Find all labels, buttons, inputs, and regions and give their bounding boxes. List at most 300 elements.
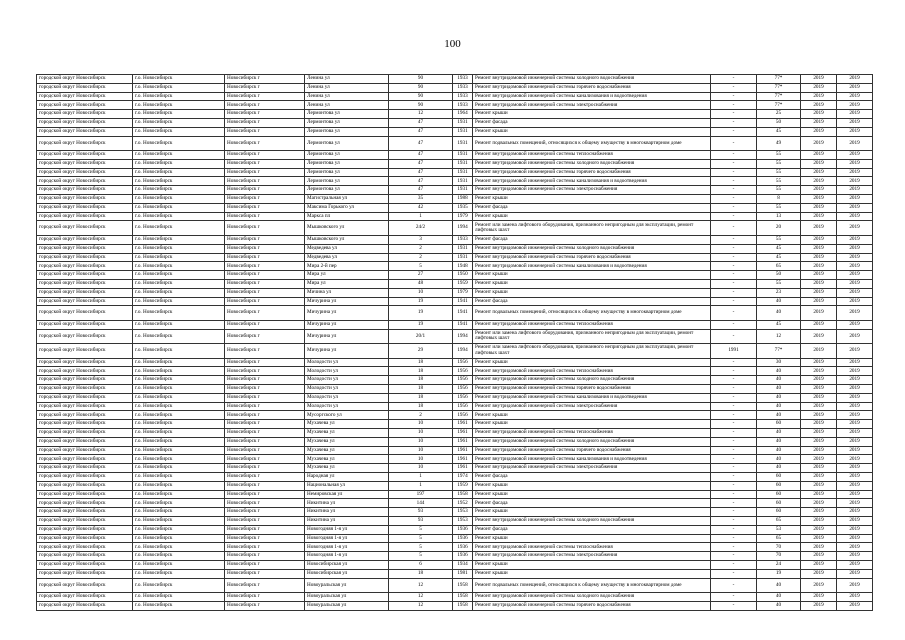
settlement-cell: г.о. Новосибирск bbox=[133, 543, 225, 552]
table-row bbox=[37, 420, 873, 429]
table-row bbox=[37, 168, 873, 177]
house-number-cell: 19 bbox=[389, 297, 453, 306]
wear-cell: 60 bbox=[757, 508, 801, 517]
last-repair-cell: - bbox=[711, 168, 757, 177]
city-cell: Новосибирск г bbox=[225, 516, 305, 525]
municipality-cell: городской округ Новосибирск bbox=[37, 411, 133, 420]
build-year-cell: 1961 bbox=[453, 429, 473, 438]
work-type-cell: Ремонт крыши bbox=[473, 195, 711, 204]
table-row bbox=[37, 499, 873, 508]
municipality-cell: городской округ Новосибирск bbox=[37, 177, 133, 186]
plan-year-end-cell: 2019 bbox=[837, 118, 873, 127]
house-number-cell: 93 bbox=[389, 508, 453, 517]
settlement-cell: г.о. Новосибирск bbox=[133, 344, 225, 359]
settlement-cell: г.о. Новосибирск bbox=[133, 118, 225, 127]
street-cell: Маркса пл bbox=[305, 212, 389, 221]
settlement-cell: г.о. Новосибирск bbox=[133, 402, 225, 411]
table-row bbox=[37, 376, 873, 385]
build-year-cell: 1931 bbox=[453, 244, 473, 253]
street-cell: Народная ул bbox=[305, 472, 389, 481]
house-number-cell: 24/2 bbox=[389, 221, 453, 236]
last-repair-cell: - bbox=[711, 110, 757, 119]
plan-year-start-cell: 2019 bbox=[801, 376, 837, 385]
settlement-cell: г.о. Новосибирск bbox=[133, 83, 225, 92]
work-type-cell: Ремонт крыши bbox=[473, 411, 711, 420]
table-row bbox=[37, 329, 873, 344]
plan-year-start-cell: 2019 bbox=[801, 508, 837, 517]
plan-year-start-cell: 2019 bbox=[801, 552, 837, 561]
plan-year-end-cell: 2019 bbox=[837, 601, 873, 610]
work-type-cell: Ремонт внутридомовой инженерной системы канализования и водоотведения bbox=[473, 455, 711, 464]
build-year-cell: 1979 bbox=[453, 288, 473, 297]
work-type-cell: Ремонт фасада bbox=[473, 203, 711, 212]
build-year-cell: 1994 bbox=[453, 329, 473, 344]
build-year-cell: 1941 bbox=[453, 297, 473, 306]
street-cell: Лермонтова ул bbox=[305, 118, 389, 127]
street-cell: Мухачева ул bbox=[305, 420, 389, 429]
table-row bbox=[37, 385, 873, 394]
work-type-cell: Ремонт крыши bbox=[473, 127, 711, 136]
table-row bbox=[37, 306, 873, 321]
build-year-cell: 1958 bbox=[453, 578, 473, 593]
work-type-cell: Ремонт крыши bbox=[473, 508, 711, 517]
settlement-cell: г.о. Новосибирск bbox=[133, 110, 225, 119]
last-repair-cell: - bbox=[711, 593, 757, 602]
settlement-cell: г.о. Новосибирск bbox=[133, 481, 225, 490]
plan-year-start-cell: 2019 bbox=[801, 83, 837, 92]
settlement-cell: г.о. Новосибирск bbox=[133, 569, 225, 578]
municipality-cell: городской округ Новосибирск bbox=[37, 136, 133, 151]
plan-year-start-cell: 2019 bbox=[801, 136, 837, 151]
house-number-cell: 47 bbox=[389, 177, 453, 186]
plan-year-end-cell: 2019 bbox=[837, 358, 873, 367]
build-year-cell: 1961 bbox=[453, 437, 473, 446]
plan-year-start-cell: 2019 bbox=[801, 159, 837, 168]
municipality-cell: городской округ Новосибирск bbox=[37, 83, 133, 92]
build-year-cell: 1941 bbox=[453, 306, 473, 321]
settlement-cell: г.о. Новосибирск bbox=[133, 329, 225, 344]
settlement-cell: г.о. Новосибирск bbox=[133, 411, 225, 420]
work-type-cell: Ремонт фасада bbox=[473, 118, 711, 127]
wear-cell: 60 bbox=[757, 420, 801, 429]
table-row bbox=[37, 203, 873, 212]
street-cell: Медведева ул bbox=[305, 244, 389, 253]
city-cell: Новосибирск г bbox=[225, 402, 305, 411]
build-year-cell: 1931 bbox=[453, 186, 473, 195]
table-row bbox=[37, 110, 873, 119]
last-repair-cell: - bbox=[711, 101, 757, 110]
work-type-cell: Ремонт крыши bbox=[473, 534, 711, 543]
build-year-cell: 1931 bbox=[453, 151, 473, 160]
last-repair-cell: - bbox=[711, 358, 757, 367]
municipality-cell: городской округ Новосибирск bbox=[37, 472, 133, 481]
municipality-cell: городской округ Новосибирск bbox=[37, 543, 133, 552]
last-repair-cell: - bbox=[711, 560, 757, 569]
house-number-cell: 10 bbox=[389, 437, 453, 446]
plan-year-end-cell: 2019 bbox=[837, 297, 873, 306]
work-type-cell: Ремонт внутридомовой инженерной системы горячего водоснабжения bbox=[473, 446, 711, 455]
wear-cell: 55 bbox=[757, 186, 801, 195]
work-type-cell: Ремонт внутридомовой инженерной системы горячего водоснабжения bbox=[473, 168, 711, 177]
street-cell: Мичурина ул bbox=[305, 320, 389, 329]
plan-year-start-cell: 2019 bbox=[801, 177, 837, 186]
settlement-cell: г.о. Новосибирск bbox=[133, 367, 225, 376]
house-number-cell: 2 bbox=[389, 244, 453, 253]
municipality-cell: городской округ Новосибирск bbox=[37, 455, 133, 464]
plan-year-start-cell: 2019 bbox=[801, 367, 837, 376]
plan-year-end-cell: 2019 bbox=[837, 75, 873, 84]
work-type-cell: Ремонт внутридомовой инженерной системы холодного водоснабжения bbox=[473, 75, 711, 84]
table-row bbox=[37, 118, 873, 127]
work-type-cell: Ремонт крыши bbox=[473, 279, 711, 288]
last-repair-cell: - bbox=[711, 203, 757, 212]
plan-year-start-cell: 2019 bbox=[801, 203, 837, 212]
work-type-cell: Ремонт подвальных помещений, относящихся к общему имуществу в многоквартирном доме bbox=[473, 306, 711, 321]
build-year-cell: 1956 bbox=[453, 385, 473, 394]
plan-year-end-cell: 2019 bbox=[837, 543, 873, 552]
city-cell: Новосибирск г bbox=[225, 253, 305, 262]
house-number-cell: 47 bbox=[389, 136, 453, 151]
house-number-cell: 47 bbox=[389, 127, 453, 136]
settlement-cell: г.о. Новосибирск bbox=[133, 508, 225, 517]
last-repair-cell: - bbox=[711, 420, 757, 429]
last-repair-cell: - bbox=[711, 288, 757, 297]
build-year-cell: 1933 bbox=[453, 92, 473, 101]
street-cell: Мичурина ул bbox=[305, 344, 389, 359]
city-cell: Новосибирск г bbox=[225, 560, 305, 569]
plan-year-end-cell: 2019 bbox=[837, 306, 873, 321]
work-type-cell: Ремонт внутридомовой инженерной системы канализования и водоотведения bbox=[473, 177, 711, 186]
city-cell: Новосибирск г bbox=[225, 525, 305, 534]
build-year-cell: 1959 bbox=[453, 481, 473, 490]
plan-year-start-cell: 2019 bbox=[801, 472, 837, 481]
house-number-cell: 144 bbox=[389, 499, 453, 508]
street-cell: Новогодняя 1-я ул bbox=[305, 534, 389, 543]
last-repair-cell: - bbox=[711, 271, 757, 280]
street-cell: Ленина ул bbox=[305, 92, 389, 101]
last-repair-cell: - bbox=[711, 552, 757, 561]
plan-year-end-cell: 2019 bbox=[837, 288, 873, 297]
city-cell: Новосибирск г bbox=[225, 101, 305, 110]
street-cell: Мичурина ул bbox=[305, 297, 389, 306]
last-repair-cell: - bbox=[711, 151, 757, 160]
house-number-cell: 47 bbox=[389, 151, 453, 160]
work-type-cell: Ремонт внутридомовой инженерной системы горячего водоснабжения bbox=[473, 83, 711, 92]
house-number-cell: 90 bbox=[389, 83, 453, 92]
city-cell: Новосибирск г bbox=[225, 159, 305, 168]
settlement-cell: г.о. Новосибирск bbox=[133, 212, 225, 221]
house-number-cell: 18 bbox=[389, 358, 453, 367]
table-row bbox=[37, 101, 873, 110]
plan-year-start-cell: 2019 bbox=[801, 393, 837, 402]
last-repair-cell: - bbox=[711, 429, 757, 438]
plan-year-end-cell: 2019 bbox=[837, 212, 873, 221]
table-row bbox=[37, 271, 873, 280]
municipality-cell: городской округ Новосибирск bbox=[37, 552, 133, 561]
wear-cell: 40 bbox=[757, 446, 801, 455]
house-number-cell: 10 bbox=[389, 446, 453, 455]
settlement-cell: г.о. Новосибирск bbox=[133, 297, 225, 306]
wear-cell: 77* bbox=[757, 75, 801, 84]
build-year-cell: 1936 bbox=[453, 534, 473, 543]
plan-year-start-cell: 2019 bbox=[801, 402, 837, 411]
work-type-cell: Ремонт внутридомовой инженерной системы теплоснабжения bbox=[473, 367, 711, 376]
settlement-cell: г.о. Новосибирск bbox=[133, 516, 225, 525]
work-type-cell: Ремонт внутридомовой инженерной системы холодного водоснабжения bbox=[473, 593, 711, 602]
build-year-cell: 1933 bbox=[453, 101, 473, 110]
last-repair-cell: - bbox=[711, 92, 757, 101]
plan-year-end-cell: 2019 bbox=[837, 101, 873, 110]
municipality-cell: городской округ Новосибирск bbox=[37, 203, 133, 212]
work-type-cell: Ремонт внутридомовой инженерной системы канализования и водоотведения bbox=[473, 92, 711, 101]
street-cell: Новогодняя 1-я ул bbox=[305, 525, 389, 534]
last-repair-cell: - bbox=[711, 385, 757, 394]
house-number-cell: 1 bbox=[389, 212, 453, 221]
street-cell: Мышковского ул bbox=[305, 221, 389, 236]
plan-year-end-cell: 2019 bbox=[837, 177, 873, 186]
municipality-cell: городской округ Новосибирск bbox=[37, 168, 133, 177]
plan-year-start-cell: 2019 bbox=[801, 262, 837, 271]
city-cell: Новосибирск г bbox=[225, 320, 305, 329]
table-row bbox=[37, 358, 873, 367]
work-type-cell: Ремонт внутридомовой инженерной системы теплоснабжения bbox=[473, 429, 711, 438]
municipality-cell: городской округ Новосибирск bbox=[37, 367, 133, 376]
municipality-cell: городской округ Новосибирск bbox=[37, 508, 133, 517]
wear-cell: 60 bbox=[757, 499, 801, 508]
city-cell: Новосибирск г bbox=[225, 186, 305, 195]
house-number-cell: 90 bbox=[389, 75, 453, 84]
plan-year-start-cell: 2019 bbox=[801, 499, 837, 508]
build-year-cell: 1950 bbox=[453, 271, 473, 280]
municipality-cell: городской округ Новосибирск bbox=[37, 376, 133, 385]
plan-year-start-cell: 2019 bbox=[801, 420, 837, 429]
last-repair-cell: - bbox=[711, 472, 757, 481]
plan-year-end-cell: 2019 bbox=[837, 186, 873, 195]
settlement-cell: г.о. Новосибирск bbox=[133, 601, 225, 610]
wear-cell: 49 bbox=[757, 136, 801, 151]
plan-year-start-cell: 2019 bbox=[801, 195, 837, 204]
plan-year-start-cell: 2019 bbox=[801, 110, 837, 119]
build-year-cell: 1933 bbox=[453, 83, 473, 92]
last-repair-cell: - bbox=[711, 235, 757, 244]
last-repair-cell: - bbox=[711, 437, 757, 446]
house-number-cell: 1 bbox=[389, 472, 453, 481]
page-number: 100 bbox=[444, 38, 461, 50]
wear-cell: 65 bbox=[757, 516, 801, 525]
table-row bbox=[37, 472, 873, 481]
house-number-cell: 18 bbox=[389, 367, 453, 376]
table-row bbox=[37, 569, 873, 578]
municipality-cell: городской округ Новосибирск bbox=[37, 297, 133, 306]
plan-year-end-cell: 2019 bbox=[837, 320, 873, 329]
street-cell: Лермонтова ул bbox=[305, 168, 389, 177]
last-repair-cell: - bbox=[711, 455, 757, 464]
municipality-cell: городской округ Новосибирск bbox=[37, 481, 133, 490]
plan-year-start-cell: 2019 bbox=[801, 429, 837, 438]
wear-cell: 45 bbox=[757, 320, 801, 329]
last-repair-cell: - bbox=[711, 508, 757, 517]
city-cell: Новосибирск г bbox=[225, 136, 305, 151]
wear-cell: 65 bbox=[757, 534, 801, 543]
house-number-cell: 5 bbox=[389, 543, 453, 552]
house-number-cell: 12 bbox=[389, 578, 453, 593]
build-year-cell: 1956 bbox=[453, 367, 473, 376]
table-row bbox=[37, 464, 873, 473]
house-number-cell: 18 bbox=[389, 376, 453, 385]
work-type-cell: Ремонт крыши bbox=[473, 110, 711, 119]
plan-year-start-cell: 2019 bbox=[801, 271, 837, 280]
settlement-cell: г.о. Новосибирск bbox=[133, 306, 225, 321]
plan-year-start-cell: 2019 bbox=[801, 306, 837, 321]
build-year-cell: 1931 bbox=[453, 177, 473, 186]
build-year-cell: 1956 bbox=[453, 411, 473, 420]
plan-year-start-cell: 2019 bbox=[801, 297, 837, 306]
plan-year-start-cell: 2019 bbox=[801, 168, 837, 177]
plan-year-end-cell: 2019 bbox=[837, 127, 873, 136]
plan-year-start-cell: 2019 bbox=[801, 601, 837, 610]
table-row bbox=[37, 437, 873, 446]
wear-cell: 19 bbox=[757, 569, 801, 578]
last-repair-cell: - bbox=[711, 159, 757, 168]
settlement-cell: г.о. Новосибирск bbox=[133, 262, 225, 271]
plan-year-start-cell: 2019 bbox=[801, 253, 837, 262]
settlement-cell: г.о. Новосибирск bbox=[133, 578, 225, 593]
municipality-cell: городской округ Новосибирск bbox=[37, 159, 133, 168]
municipality-cell: городской округ Новосибирск bbox=[37, 329, 133, 344]
work-type-cell: Ремонт крыши bbox=[473, 420, 711, 429]
last-repair-cell: - bbox=[711, 516, 757, 525]
build-year-cell: 1979 bbox=[453, 212, 473, 221]
table-row bbox=[37, 490, 873, 499]
city-cell: Новосибирск г bbox=[225, 455, 305, 464]
table-row bbox=[37, 446, 873, 455]
city-cell: Новосибирск г bbox=[225, 358, 305, 367]
work-type-cell: Ремонт крыши bbox=[473, 490, 711, 499]
settlement-cell: г.о. Новосибирск bbox=[133, 136, 225, 151]
municipality-cell: городской округ Новосибирск bbox=[37, 402, 133, 411]
city-cell: Новосибирск г bbox=[225, 393, 305, 402]
plan-year-end-cell: 2019 bbox=[837, 525, 873, 534]
wear-cell: 40 bbox=[757, 297, 801, 306]
street-cell: Мичурина ул bbox=[305, 329, 389, 344]
wear-cell: 23 bbox=[757, 288, 801, 297]
build-year-cell: 1934 bbox=[453, 560, 473, 569]
street-cell: Лермонтова ул bbox=[305, 110, 389, 119]
house-number-cell: 18 bbox=[389, 393, 453, 402]
street-cell: Лермонтова ул bbox=[305, 127, 389, 136]
municipality-cell: городской округ Новосибирск bbox=[37, 490, 133, 499]
last-repair-cell: - bbox=[711, 543, 757, 552]
street-cell: Никитина ул bbox=[305, 516, 389, 525]
build-year-cell: 1933 bbox=[453, 75, 473, 84]
street-cell: Новосибирская ул bbox=[305, 569, 389, 578]
wear-cell: 45 bbox=[757, 244, 801, 253]
settlement-cell: г.о. Новосибирск bbox=[133, 101, 225, 110]
plan-year-end-cell: 2019 bbox=[837, 593, 873, 602]
plan-year-end-cell: 2019 bbox=[837, 136, 873, 151]
house-number-cell: 20/1 bbox=[389, 329, 453, 344]
settlement-cell: г.о. Новосибирск bbox=[133, 385, 225, 394]
street-cell: Магистральная ул bbox=[305, 195, 389, 204]
municipality-cell: городской округ Новосибирск bbox=[37, 499, 133, 508]
table-row bbox=[37, 136, 873, 151]
house-number-cell: 18 bbox=[389, 385, 453, 394]
city-cell: Новосибирск г bbox=[225, 271, 305, 280]
plan-year-end-cell: 2019 bbox=[837, 151, 873, 160]
last-repair-cell: - bbox=[711, 177, 757, 186]
city-cell: Новосибирск г bbox=[225, 578, 305, 593]
plan-year-end-cell: 2019 bbox=[837, 446, 873, 455]
settlement-cell: г.о. Новосибирск bbox=[133, 288, 225, 297]
wear-cell: 40 bbox=[757, 437, 801, 446]
municipality-cell: городской округ Новосибирск bbox=[37, 75, 133, 84]
municipality-cell: городской округ Новосибирск bbox=[37, 288, 133, 297]
last-repair-cell: - bbox=[711, 481, 757, 490]
municipality-cell: городской округ Новосибирск bbox=[37, 344, 133, 359]
plan-year-start-cell: 2019 bbox=[801, 244, 837, 253]
work-type-cell: Ремонт крыши bbox=[473, 212, 711, 221]
build-year-cell: 1953 bbox=[453, 516, 473, 525]
house-number-cell: 10 bbox=[389, 464, 453, 473]
plan-year-start-cell: 2019 bbox=[801, 212, 837, 221]
wear-cell: 45 bbox=[757, 253, 801, 262]
last-repair-cell: - bbox=[711, 75, 757, 84]
settlement-cell: г.о. Новосибирск bbox=[133, 376, 225, 385]
table-row bbox=[37, 578, 873, 593]
settlement-cell: г.о. Новосибирск bbox=[133, 253, 225, 262]
house-number-cell: 10 bbox=[389, 455, 453, 464]
wear-cell: 50 bbox=[757, 271, 801, 280]
city-cell: Новосибирск г bbox=[225, 543, 305, 552]
work-type-cell: Ремонт внутридомовой инженерной системы теплоснабжения bbox=[473, 320, 711, 329]
work-type-cell: Ремонт внутридомовой инженерной системы холодного водоснабжения bbox=[473, 244, 711, 253]
table-row bbox=[37, 262, 873, 271]
last-repair-cell: - bbox=[711, 262, 757, 271]
wear-cell: 40 bbox=[757, 593, 801, 602]
work-type-cell: Ремонт внутридомовой инженерной системы канализования и водоотведения bbox=[473, 262, 711, 271]
house-number-cell: 48 bbox=[389, 279, 453, 288]
last-repair-cell: - bbox=[711, 393, 757, 402]
city-cell: Новосибирск г bbox=[225, 367, 305, 376]
work-type-cell: Ремонт крыши bbox=[473, 481, 711, 490]
build-year-cell: 1956 bbox=[453, 402, 473, 411]
work-type-cell: Ремонт внутридомовой инженерной системы теплоснабжения bbox=[473, 151, 711, 160]
plan-year-start-cell: 2019 bbox=[801, 127, 837, 136]
plan-year-start-cell: 2019 bbox=[801, 543, 837, 552]
wear-cell: 60 bbox=[757, 490, 801, 499]
build-year-cell: 1958 bbox=[453, 490, 473, 499]
last-repair-cell: - bbox=[711, 221, 757, 236]
city-cell: Новосибирск г bbox=[225, 437, 305, 446]
build-year-cell: 1936 bbox=[453, 543, 473, 552]
plan-year-end-cell: 2019 bbox=[837, 376, 873, 385]
wear-cell: 53 bbox=[757, 525, 801, 534]
municipality-cell: городской округ Новосибирск bbox=[37, 110, 133, 119]
house-number-cell: 12 bbox=[389, 110, 453, 119]
plan-year-end-cell: 2019 bbox=[837, 221, 873, 236]
last-repair-cell: - bbox=[711, 402, 757, 411]
city-cell: Новосибирск г bbox=[225, 534, 305, 543]
house-number-cell: 6 bbox=[389, 560, 453, 569]
wear-cell: 60 bbox=[757, 481, 801, 490]
street-cell: Молодости ул bbox=[305, 385, 389, 394]
plan-year-start-cell: 2019 bbox=[801, 481, 837, 490]
build-year-cell: 1931 bbox=[453, 118, 473, 127]
house-number-cell: 18 bbox=[389, 402, 453, 411]
wear-cell: 40 bbox=[757, 402, 801, 411]
wear-cell: 55 bbox=[757, 203, 801, 212]
wear-cell: 40 bbox=[757, 601, 801, 610]
